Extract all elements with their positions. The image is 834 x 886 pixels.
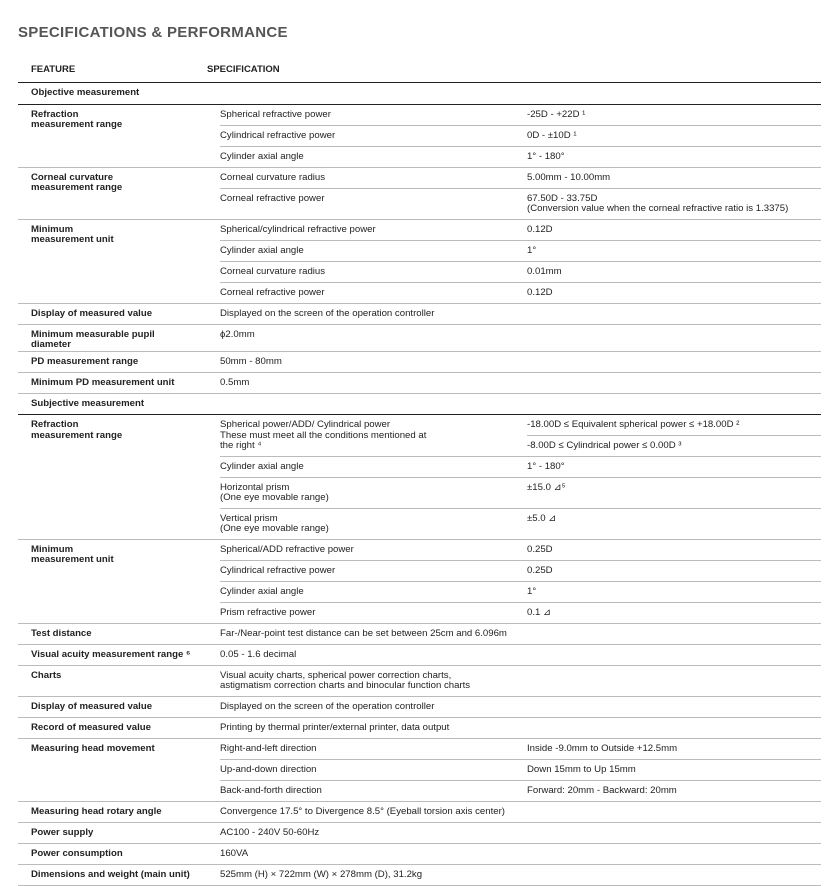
page-title: SPECIFICATIONS & PERFORMANCE [18,24,288,41]
spec-value: 1° - 180° [527,150,565,162]
section-heading: Subjective measurement [18,394,821,416]
spec-label: 0.5mm [220,376,250,388]
spec-rows [220,373,821,393]
spec-label: 0.05 - 1.6 decimal [220,648,297,660]
spec-value: 1° [527,244,537,256]
spec-label: Cylinder axial angle [220,585,304,597]
spec-label: Corneal curvature radius [220,171,326,183]
spec-group [18,844,821,865]
table-row [220,168,821,189]
spec-label: Back-and-forth direction [220,784,322,796]
spec-value: 67.50D - 33.75D (Conversion value when the corneal refractive ratio is 1.3375) [527,192,789,214]
spec-value: 0D - ±10D ¹ [527,129,577,141]
spec-rows [220,645,821,665]
spec-rows [220,415,821,539]
spec-group [18,624,821,645]
spec-value-cell [527,582,821,602]
spec-group [18,697,821,718]
spec-rows [220,352,821,372]
spec-rows [220,739,821,801]
spec-label: Prism refractive power [220,606,316,618]
spec-value-cell [527,457,821,477]
spec-label: ϕ2.0mm [220,328,255,340]
table-row [220,262,821,283]
spec-value: -18.00D ≤ Equivalent spherical power ≤ +18.00D ² [527,419,740,430]
spec-value-cell [527,168,821,188]
spec-value: 5.00mm - 10.00mm [527,171,611,183]
feature-label: Charts [31,669,62,681]
spec-label: Corneal curvature radius [220,265,326,277]
spec-label: Cylinder axial angle [220,244,304,256]
spec-label: Printing by thermal printer/external printer, data output [220,721,450,733]
spec-group [18,304,821,325]
feature-label: Minimum PD measurement unit [31,376,175,388]
section-heading: Objective measurement [18,83,821,105]
feature-label: Minimum measurement unit [31,223,114,245]
feature-label: Refraction measurement range [31,108,123,130]
table-row [220,325,821,345]
spec-rows [220,624,821,644]
spec-label: Vertical prism (One eye movable range) [220,512,329,534]
spec-group [18,352,821,373]
spec-value-cell [527,781,821,801]
spec-label: Visual acuity charts, spherical power correction charts, astigmatism correction charts and binocular function charts [220,669,471,691]
table-row [220,739,821,760]
spec-group [18,373,821,394]
table-body [18,83,821,886]
spec-rows [220,718,821,738]
table-row [220,802,821,822]
spec-value-cell [527,540,821,560]
table-row [220,582,821,603]
spec-value: ±5.0 ⊿ [527,512,557,524]
spec-label: 50mm - 80mm [220,355,282,367]
spec-label: Cylinder axial angle [220,150,304,162]
table-row [220,220,821,241]
table-row [220,352,821,372]
spec-group [18,105,821,168]
feature-label: Dimensions and weight (main unit) [31,868,190,880]
feature-label: Power consumption [31,847,123,859]
spec-value-cell [527,126,821,146]
spec-value-cell [527,603,821,623]
spec-label: Convergence 17.5° to Divergence 8.5° (Eyeball torsion axis center) [220,805,505,817]
spec-label: Corneal refractive power [220,192,325,204]
table-row [220,645,821,665]
spec-value-cell [527,220,821,240]
spec-value-cell [527,415,821,456]
feature-label: Visual acuity measurement range ⁶ [31,648,191,660]
spec-label: Corneal refractive power [220,286,325,298]
feature-label: Measuring head rotary angle [31,805,162,817]
table-row [220,718,821,738]
spec-rows [220,540,821,623]
spec-label: 525mm (H) × 722mm (W) × 278mm (D), 31.2kg [220,868,423,880]
spec-value-cell [527,189,821,219]
spec-label: Cylindrical refractive power [220,129,336,141]
table-row [220,760,821,781]
spec-label: Right-and-left direction [220,742,317,754]
feature-label: Corneal curvature measurement range [31,171,123,193]
spec-value-cell [527,241,821,261]
feature-label: PD measurement range [31,355,139,367]
spec-rows [220,823,821,843]
table-row [220,126,821,147]
spec-value: -25D - +22D ¹ [527,108,586,120]
spec-label: Far-/Near-point test distance can be set between 25cm and 6.096m [220,627,507,639]
table-row [220,624,821,644]
spec-group [18,168,821,220]
spec-label: AC100 - 240V 50-60Hz [220,826,320,838]
feature-label: Minimum measurement unit [31,543,114,565]
table-row [220,105,821,126]
spec-value-cell [527,561,821,581]
table-row [220,509,821,539]
spec-value: 0.1 ⊿ [527,606,552,618]
spec-label: Up-and-down direction [220,763,317,775]
spec-value: Inside -9.0mm to Outside +12.5mm [527,742,678,754]
table-row [220,283,821,303]
spec-label: Displayed on the screen of the operation controller [220,700,435,712]
spec-value: Forward: 20mm - Backward: 20mm [527,784,677,796]
spec-group [18,415,821,540]
spec-value-cell [527,478,821,508]
spec-label: 160VA [220,847,249,859]
table-row [220,603,821,623]
spec-value-cell [527,739,821,759]
spec-rows [220,304,821,324]
table-row [220,781,821,801]
spec-value: 1° - 180° [527,460,565,472]
table-row [220,561,821,582]
spec-value: Down 15mm to Up 15mm [527,763,636,775]
feature-label: Power supply [31,826,94,838]
spec-label: Horizontal prism (One eye movable range) [220,481,329,503]
table-row [220,304,821,324]
spec-rows [220,168,821,219]
spec-value: -8.00D ≤ Cylindrical power ≤ 0.00D ³ [527,435,821,456]
spec-label: Cylinder axial angle [220,460,304,472]
table-row [220,189,821,219]
spec-group [18,718,821,739]
spec-label: Spherical refractive power [220,108,331,120]
spec-value: 0.25D [527,564,553,576]
spec-group [18,666,821,697]
feature-label: Test distance [31,627,92,639]
feature-label: Record of measured value [31,721,151,733]
table-row [220,844,821,864]
header-feature: FEATURE [31,64,76,75]
spec-group [18,823,821,844]
table-row [220,147,821,167]
feature-label: Display of measured value [31,700,153,712]
spec-group [18,739,821,802]
table-row [220,666,821,696]
spec-label: Spherical/ADD refractive power [220,543,354,555]
table-row [220,478,821,509]
spec-group [18,325,821,352]
header-specification: SPECIFICATION [207,64,280,75]
spec-value: 0.01mm [527,265,562,277]
spec-value-cell [527,147,821,167]
spec-rows [220,865,821,885]
feature-label: Measuring head movement [31,742,155,754]
spec-label: Displayed on the screen of the operation controller [220,307,435,319]
spec-value-cell [527,105,821,125]
spec-value-cell [527,509,821,539]
spec-group [18,645,821,666]
spec-label: Spherical/cylindrical refractive power [220,223,376,235]
spec-value: 0.25D [527,543,553,555]
spec-group [18,802,821,823]
spec-rows [220,325,821,351]
feature-label: Refraction measurement range [31,419,123,441]
spec-group [18,540,821,624]
table-row [220,865,821,885]
table-row [220,540,821,561]
spec-value: ±15.0 ⊿⁵ [527,481,566,493]
spec-value: 0.12D [527,286,553,298]
feature-label: Minimum measurable pupil diameter [31,328,155,350]
spec-value-cell [527,262,821,282]
spec-rows [220,697,821,717]
table-row [220,457,821,478]
table-row [220,697,821,717]
spec-value: 0.12D [527,223,553,235]
table-row [220,415,821,457]
spec-rows [220,802,821,822]
spec-rows [220,844,821,864]
spec-value-cell [527,283,821,303]
spec-rows [220,666,821,696]
spec-group [18,865,821,886]
table-header [18,60,821,83]
spec-group [18,220,821,304]
table-row [220,241,821,262]
spec-table [18,60,821,886]
table-row [220,373,821,393]
spec-value: 1° [527,585,537,597]
feature-label: Display of measured value [31,307,153,319]
spec-rows [220,105,821,167]
spec-rows [220,220,821,303]
spec-label: Spherical power/ADD/ Cylindrical power These must meet all the conditions mentioned at the right ⁴ [220,419,427,451]
spec-value-cell [527,760,821,780]
table-row [220,823,821,843]
spec-label: Cylindrical refractive power [220,564,336,576]
